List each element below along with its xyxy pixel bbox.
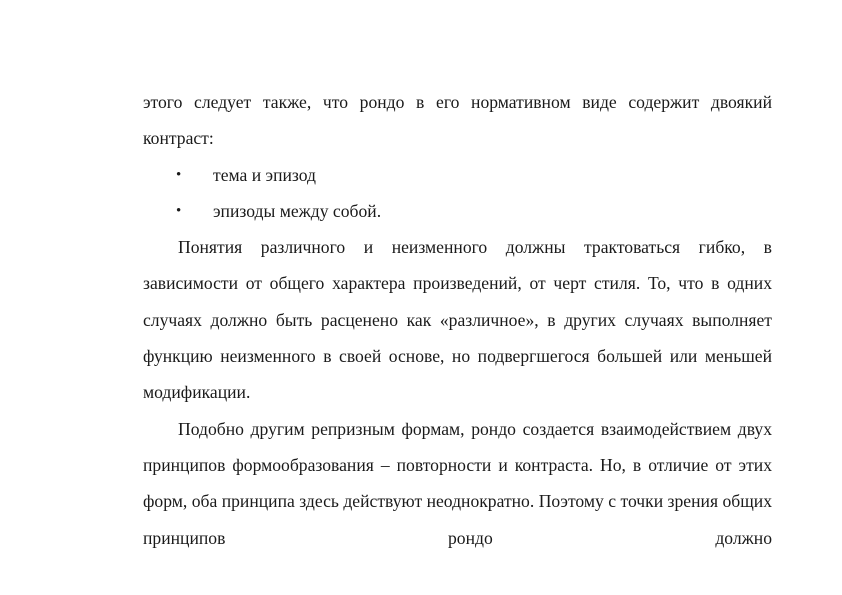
bullet-icon: •	[176, 202, 182, 219]
paragraph-concepts: Понятия различного и неизменного должны трактоваться гибко, в зависимости от общего характера произведений, от черт стиля. То, что в одних случаях должно быть расценено как «различное», в других случаях выполняет функцию неизменного в своей основе, но подвергшегося большей или меньшей модификации.	[143, 237, 772, 403]
list-item	[143, 157, 772, 193]
document-text	[143, 84, 772, 556]
list-item-text: эпизоды между собой.	[213, 200, 382, 221]
bullet-icon: •	[176, 166, 182, 183]
bullet-list	[143, 157, 772, 230]
paragraph-continuation: этого следует также, что рондо в его нормативном виде содержит двоякий контраст:	[143, 92, 772, 149]
list-item	[143, 193, 772, 229]
list-item-text: тема и эпизод	[213, 164, 317, 185]
paragraph-reprise-forms: Подобно другим репризным формам, рондо создается взаимодействием двух принципов формообразования – повторности и контраста. Но, в отличие от этих форм, оба принципа здесь действуют неоднократно. Поэтому с точки зрения общих принципов рондо должно	[143, 418, 772, 548]
